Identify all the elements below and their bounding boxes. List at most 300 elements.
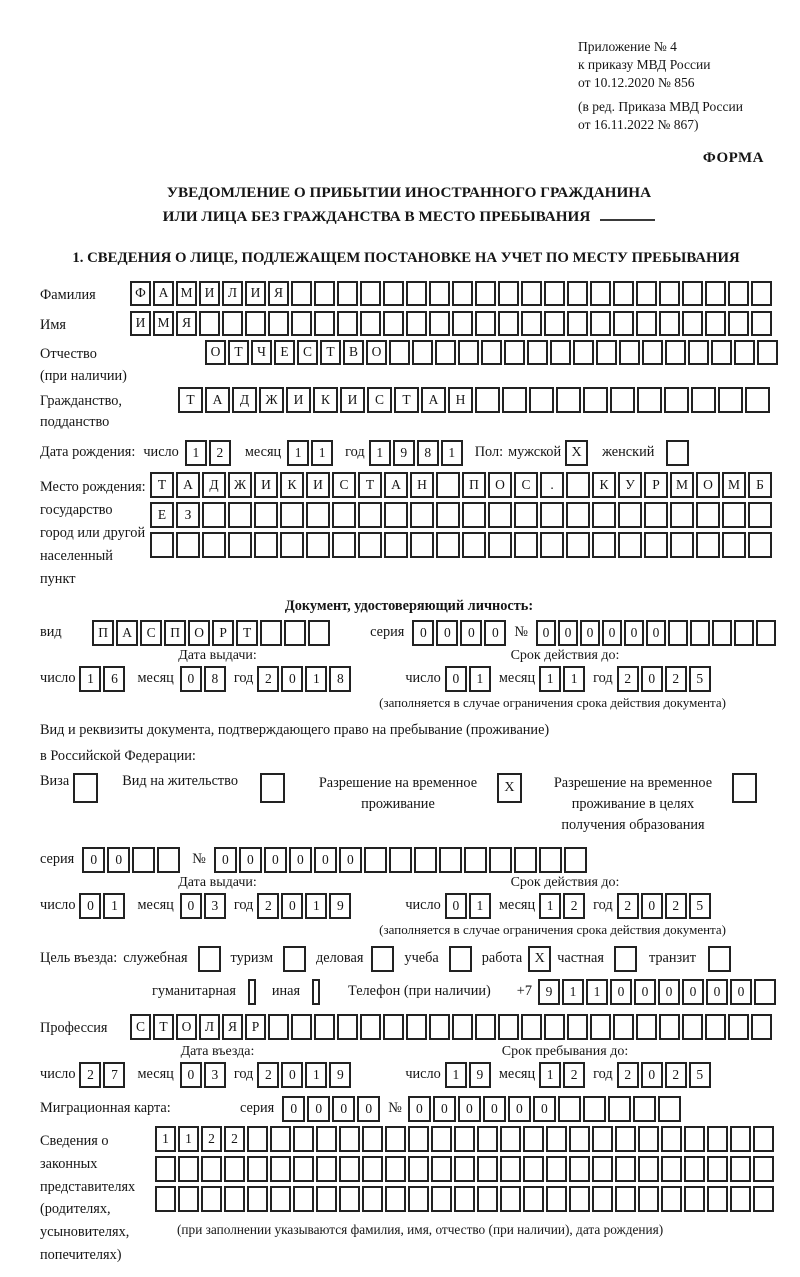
char-cell[interactable]: [199, 311, 220, 336]
char-cell[interactable]: 0: [602, 620, 622, 646]
char-cell[interactable]: [385, 1156, 406, 1182]
char-cell[interactable]: [684, 1126, 705, 1152]
char-cell[interactable]: 9: [538, 979, 560, 1005]
char-cell[interactable]: 2: [665, 666, 687, 692]
char-cell[interactable]: [728, 1014, 749, 1040]
char-cell[interactable]: [475, 387, 500, 413]
char-cell[interactable]: [389, 847, 412, 873]
char-cell[interactable]: [488, 502, 512, 528]
char-cell[interactable]: [362, 1126, 383, 1152]
char-cell[interactable]: [664, 387, 689, 413]
char-cell[interactable]: [452, 311, 473, 336]
char-cell[interactable]: 0: [641, 893, 663, 919]
char-cell[interactable]: 1: [441, 440, 463, 466]
char-cell[interactable]: [521, 281, 542, 306]
char-cell[interactable]: [688, 340, 709, 365]
char-cell[interactable]: 1: [79, 666, 101, 692]
char-cell[interactable]: [406, 1014, 427, 1040]
char-cell[interactable]: [410, 502, 434, 528]
char-cell[interactable]: 0: [281, 1062, 303, 1088]
char-cell[interactable]: [691, 387, 716, 413]
char-cell[interactable]: [291, 1014, 312, 1040]
char-cell[interactable]: [661, 1156, 682, 1182]
char-cell[interactable]: И: [340, 387, 365, 413]
char-cell[interactable]: С: [130, 1014, 151, 1040]
char-cell[interactable]: [711, 340, 732, 365]
char-cell[interactable]: [753, 1186, 774, 1212]
sex-male-checkbox[interactable]: X: [565, 440, 588, 466]
char-cell[interactable]: А: [116, 620, 138, 646]
char-cell[interactable]: [358, 532, 382, 558]
char-cell[interactable]: 0: [624, 620, 644, 646]
char-cell[interactable]: [316, 1156, 337, 1182]
char-cell[interactable]: 2: [209, 440, 231, 466]
char-cell[interactable]: [682, 1014, 703, 1040]
char-cell[interactable]: Н: [410, 472, 434, 498]
char-cell[interactable]: [573, 340, 594, 365]
char-cell[interactable]: 0: [658, 979, 680, 1005]
char-cell[interactable]: 0: [82, 847, 105, 873]
char-cell[interactable]: [475, 1014, 496, 1040]
char-cell[interactable]: [431, 1126, 452, 1152]
char-cell[interactable]: [638, 1126, 659, 1152]
char-cell[interactable]: 3: [204, 893, 226, 919]
char-cell[interactable]: [475, 281, 496, 306]
char-cell[interactable]: [644, 502, 668, 528]
purpose-official-checkbox[interactable]: [198, 946, 221, 972]
char-cell[interactable]: Ф: [130, 281, 151, 306]
char-cell[interactable]: А: [176, 472, 200, 498]
char-cell[interactable]: [308, 620, 330, 646]
char-cell[interactable]: [546, 1156, 567, 1182]
char-cell[interactable]: [332, 502, 356, 528]
char-cell[interactable]: 1: [155, 1126, 176, 1152]
char-cell[interactable]: [514, 532, 538, 558]
char-cell[interactable]: [734, 340, 755, 365]
char-cell[interactable]: 1: [539, 1062, 561, 1088]
char-cell[interactable]: 9: [393, 440, 415, 466]
char-cell[interactable]: [730, 1126, 751, 1152]
char-cell[interactable]: [435, 340, 456, 365]
char-cell[interactable]: [659, 281, 680, 306]
char-cell[interactable]: [431, 1156, 452, 1182]
char-cell[interactable]: 0: [508, 1096, 531, 1122]
char-cell[interactable]: Я: [268, 281, 289, 306]
char-cell[interactable]: [566, 502, 590, 528]
char-cell[interactable]: 0: [307, 1096, 330, 1122]
char-cell[interactable]: [707, 1126, 728, 1152]
char-cell[interactable]: [488, 532, 512, 558]
char-cell[interactable]: 0: [180, 1062, 202, 1088]
char-cell[interactable]: [155, 1156, 176, 1182]
char-cell[interactable]: [224, 1186, 245, 1212]
char-cell[interactable]: И: [245, 281, 266, 306]
char-cell[interactable]: [633, 1096, 656, 1122]
char-cell[interactable]: [260, 620, 282, 646]
char-cell[interactable]: [567, 1014, 588, 1040]
char-cell[interactable]: 0: [706, 979, 728, 1005]
char-cell[interactable]: [527, 340, 548, 365]
char-cell[interactable]: [544, 311, 565, 336]
char-cell[interactable]: [564, 847, 587, 873]
char-cell[interactable]: 5: [689, 666, 711, 692]
char-cell[interactable]: О: [205, 340, 226, 365]
char-cell[interactable]: Ч: [251, 340, 272, 365]
char-cell[interactable]: [705, 1014, 726, 1040]
char-cell[interactable]: 7: [103, 1062, 125, 1088]
char-cell[interactable]: [245, 311, 266, 336]
char-cell[interactable]: 8: [417, 440, 439, 466]
char-cell[interactable]: [670, 532, 694, 558]
char-cell[interactable]: [730, 1156, 751, 1182]
char-cell[interactable]: 2: [257, 666, 279, 692]
char-cell[interactable]: К: [592, 472, 616, 498]
char-cell[interactable]: [270, 1186, 291, 1212]
char-cell[interactable]: К: [280, 472, 304, 498]
char-cell[interactable]: [339, 1186, 360, 1212]
char-cell[interactable]: [452, 1014, 473, 1040]
char-cell[interactable]: 0: [646, 620, 666, 646]
char-cell[interactable]: [661, 1186, 682, 1212]
residence-permit-checkbox[interactable]: [260, 773, 285, 803]
char-cell[interactable]: К: [313, 387, 338, 413]
char-cell[interactable]: 1: [586, 979, 608, 1005]
char-cell[interactable]: [414, 847, 437, 873]
char-cell[interactable]: [314, 281, 335, 306]
char-cell[interactable]: 1: [178, 1126, 199, 1152]
char-cell[interactable]: [556, 387, 581, 413]
char-cell[interactable]: А: [153, 281, 174, 306]
char-cell[interactable]: [642, 340, 663, 365]
char-cell[interactable]: 2: [665, 1062, 687, 1088]
char-cell[interactable]: [636, 311, 657, 336]
char-cell[interactable]: 3: [204, 1062, 226, 1088]
char-cell[interactable]: [569, 1186, 590, 1212]
char-cell[interactable]: [567, 281, 588, 306]
char-cell[interactable]: [610, 387, 635, 413]
char-cell[interactable]: [521, 1014, 542, 1040]
char-cell[interactable]: И: [254, 472, 278, 498]
purpose-private-checkbox[interactable]: [614, 946, 637, 972]
char-cell[interactable]: [314, 311, 335, 336]
char-cell[interactable]: [337, 311, 358, 336]
char-cell[interactable]: 8: [204, 666, 226, 692]
char-cell[interactable]: [569, 1156, 590, 1182]
char-cell[interactable]: Т: [236, 620, 258, 646]
char-cell[interactable]: [291, 311, 312, 336]
char-cell[interactable]: Т: [153, 1014, 174, 1040]
char-cell[interactable]: 2: [201, 1126, 222, 1152]
char-cell[interactable]: [500, 1186, 521, 1212]
char-cell[interactable]: Т: [228, 340, 249, 365]
char-cell[interactable]: 0: [536, 620, 556, 646]
char-cell[interactable]: Я: [222, 1014, 243, 1040]
char-cell[interactable]: 1: [311, 440, 333, 466]
char-cell[interactable]: Д: [202, 472, 226, 498]
char-cell[interactable]: [477, 1156, 498, 1182]
char-cell[interactable]: [540, 532, 564, 558]
char-cell[interactable]: [429, 311, 450, 336]
char-cell[interactable]: [502, 387, 527, 413]
char-cell[interactable]: [362, 1186, 383, 1212]
char-cell[interactable]: 0: [484, 620, 506, 646]
char-cell[interactable]: [637, 387, 662, 413]
char-cell[interactable]: [498, 1014, 519, 1040]
char-cell[interactable]: [222, 311, 243, 336]
char-cell[interactable]: О: [366, 340, 387, 365]
char-cell[interactable]: [406, 281, 427, 306]
char-cell[interactable]: [644, 532, 668, 558]
char-cell[interactable]: 0: [180, 666, 202, 692]
char-cell[interactable]: [751, 311, 772, 336]
char-cell[interactable]: [201, 1186, 222, 1212]
char-cell[interactable]: 0: [445, 893, 467, 919]
char-cell[interactable]: [360, 311, 381, 336]
char-cell[interactable]: [712, 620, 732, 646]
char-cell[interactable]: 9: [329, 893, 351, 919]
char-cell[interactable]: 0: [357, 1096, 380, 1122]
char-cell[interactable]: [202, 502, 226, 528]
char-cell[interactable]: 0: [460, 620, 482, 646]
char-cell[interactable]: 2: [617, 893, 639, 919]
char-cell[interactable]: [132, 847, 155, 873]
char-cell[interactable]: [270, 1126, 291, 1152]
char-cell[interactable]: [254, 502, 278, 528]
char-cell[interactable]: Т: [358, 472, 382, 498]
purpose-business-checkbox[interactable]: [371, 946, 394, 972]
char-cell[interactable]: П: [92, 620, 114, 646]
char-cell[interactable]: [293, 1186, 314, 1212]
char-cell[interactable]: [364, 847, 387, 873]
char-cell[interactable]: [498, 281, 519, 306]
char-cell[interactable]: [613, 1014, 634, 1040]
char-cell[interactable]: [504, 340, 525, 365]
visa-checkbox[interactable]: [73, 773, 98, 803]
char-cell[interactable]: 0: [483, 1096, 506, 1122]
char-cell[interactable]: [638, 1156, 659, 1182]
char-cell[interactable]: [523, 1156, 544, 1182]
char-cell[interactable]: О: [696, 472, 720, 498]
char-cell[interactable]: И: [286, 387, 311, 413]
char-cell[interactable]: Ж: [259, 387, 284, 413]
char-cell[interactable]: [659, 311, 680, 336]
char-cell[interactable]: [332, 532, 356, 558]
purpose-study-checkbox[interactable]: [449, 946, 472, 972]
char-cell[interactable]: [696, 502, 720, 528]
char-cell[interactable]: 1: [469, 893, 491, 919]
char-cell[interactable]: [176, 532, 200, 558]
char-cell[interactable]: 0: [314, 847, 337, 873]
char-cell[interactable]: [337, 1014, 358, 1040]
char-cell[interactable]: 6: [103, 666, 125, 692]
char-cell[interactable]: С: [514, 472, 538, 498]
char-cell[interactable]: [383, 1014, 404, 1040]
char-cell[interactable]: [228, 532, 252, 558]
char-cell[interactable]: 9: [469, 1062, 491, 1088]
char-cell[interactable]: О: [188, 620, 210, 646]
char-cell[interactable]: [707, 1186, 728, 1212]
char-cell[interactable]: [408, 1126, 429, 1152]
char-cell[interactable]: [500, 1156, 521, 1182]
char-cell[interactable]: М: [153, 311, 174, 336]
char-cell[interactable]: 0: [558, 620, 578, 646]
char-cell[interactable]: 1: [305, 666, 327, 692]
char-cell[interactable]: [753, 1156, 774, 1182]
char-cell[interactable]: 0: [641, 666, 663, 692]
char-cell[interactable]: 2: [79, 1062, 101, 1088]
char-cell[interactable]: [385, 1186, 406, 1212]
char-cell[interactable]: [360, 281, 381, 306]
char-cell[interactable]: Л: [222, 281, 243, 306]
char-cell[interactable]: [661, 1126, 682, 1152]
char-cell[interactable]: 0: [436, 620, 458, 646]
char-cell[interactable]: [566, 472, 590, 498]
char-cell[interactable]: [157, 847, 180, 873]
char-cell[interactable]: [615, 1186, 636, 1212]
char-cell[interactable]: [270, 1156, 291, 1182]
char-cell[interactable]: А: [421, 387, 446, 413]
char-cell[interactable]: [314, 1014, 335, 1040]
char-cell[interactable]: [728, 281, 749, 306]
char-cell[interactable]: [665, 340, 686, 365]
purpose-other-checkbox[interactable]: [312, 979, 320, 1005]
char-cell[interactable]: И: [306, 472, 330, 498]
char-cell[interactable]: [383, 281, 404, 306]
char-cell[interactable]: [569, 1126, 590, 1152]
char-cell[interactable]: [178, 1156, 199, 1182]
char-cell[interactable]: [529, 387, 554, 413]
char-cell[interactable]: 0: [445, 666, 467, 692]
char-cell[interactable]: Т: [150, 472, 174, 498]
char-cell[interactable]: 0: [610, 979, 632, 1005]
char-cell[interactable]: 0: [214, 847, 237, 873]
char-cell[interactable]: [436, 502, 460, 528]
char-cell[interactable]: [268, 1014, 289, 1040]
char-cell[interactable]: 0: [458, 1096, 481, 1122]
char-cell[interactable]: 1: [305, 893, 327, 919]
char-cell[interactable]: С: [140, 620, 162, 646]
char-cell[interactable]: 0: [180, 893, 202, 919]
char-cell[interactable]: 1: [469, 666, 491, 692]
char-cell[interactable]: [247, 1156, 268, 1182]
char-cell[interactable]: О: [176, 1014, 197, 1040]
char-cell[interactable]: [546, 1126, 567, 1152]
char-cell[interactable]: [498, 311, 519, 336]
char-cell[interactable]: [753, 1126, 774, 1152]
purpose-tourism-checkbox[interactable]: [283, 946, 306, 972]
char-cell[interactable]: [592, 1156, 613, 1182]
char-cell[interactable]: [636, 1014, 657, 1040]
char-cell[interactable]: Т: [320, 340, 341, 365]
char-cell[interactable]: 1: [563, 666, 585, 692]
char-cell[interactable]: [358, 502, 382, 528]
char-cell[interactable]: [429, 1014, 450, 1040]
char-cell[interactable]: [618, 532, 642, 558]
char-cell[interactable]: [659, 1014, 680, 1040]
char-cell[interactable]: 5: [689, 893, 711, 919]
char-cell[interactable]: [306, 502, 330, 528]
char-cell[interactable]: [284, 620, 306, 646]
purpose-work-checkbox[interactable]: X: [528, 946, 551, 972]
char-cell[interactable]: [489, 847, 512, 873]
char-cell[interactable]: С: [297, 340, 318, 365]
char-cell[interactable]: [429, 281, 450, 306]
char-cell[interactable]: [722, 502, 746, 528]
char-cell[interactable]: [337, 281, 358, 306]
char-cell[interactable]: [539, 847, 562, 873]
char-cell[interactable]: [500, 1126, 521, 1152]
char-cell[interactable]: З: [176, 502, 200, 528]
char-cell[interactable]: А: [205, 387, 230, 413]
char-cell[interactable]: 0: [408, 1096, 431, 1122]
char-cell[interactable]: [583, 387, 608, 413]
char-cell[interactable]: [452, 281, 473, 306]
char-cell[interactable]: [658, 1096, 681, 1122]
char-cell[interactable]: 2: [563, 1062, 585, 1088]
char-cell[interactable]: [410, 532, 434, 558]
char-cell[interactable]: 0: [433, 1096, 456, 1122]
char-cell[interactable]: [481, 340, 502, 365]
char-cell[interactable]: [458, 340, 479, 365]
char-cell[interactable]: Я: [176, 311, 197, 336]
char-cell[interactable]: [608, 1096, 631, 1122]
char-cell[interactable]: [757, 340, 778, 365]
temp-residence-checkbox[interactable]: X: [497, 773, 522, 803]
char-cell[interactable]: [293, 1156, 314, 1182]
char-cell[interactable]: [464, 847, 487, 873]
char-cell[interactable]: 1: [562, 979, 584, 1005]
char-cell[interactable]: [684, 1186, 705, 1212]
char-cell[interactable]: 2: [665, 893, 687, 919]
char-cell[interactable]: [293, 1126, 314, 1152]
char-cell[interactable]: [613, 281, 634, 306]
char-cell[interactable]: [521, 311, 542, 336]
char-cell[interactable]: [360, 1014, 381, 1040]
char-cell[interactable]: [477, 1126, 498, 1152]
char-cell[interactable]: [546, 1186, 567, 1212]
char-cell[interactable]: [567, 311, 588, 336]
char-cell[interactable]: [592, 502, 616, 528]
char-cell[interactable]: [439, 847, 462, 873]
char-cell[interactable]: [745, 387, 770, 413]
char-cell[interactable]: С: [332, 472, 356, 498]
char-cell[interactable]: [384, 532, 408, 558]
char-cell[interactable]: 0: [682, 979, 704, 1005]
char-cell[interactable]: [150, 532, 174, 558]
char-cell[interactable]: 2: [617, 666, 639, 692]
char-cell[interactable]: 1: [103, 893, 125, 919]
char-cell[interactable]: [615, 1156, 636, 1182]
char-cell[interactable]: [291, 281, 312, 306]
char-cell[interactable]: [730, 1186, 751, 1212]
char-cell[interactable]: С: [367, 387, 392, 413]
char-cell[interactable]: [707, 1156, 728, 1182]
char-cell[interactable]: [751, 1014, 772, 1040]
char-cell[interactable]: П: [164, 620, 186, 646]
char-cell[interactable]: 1: [305, 1062, 327, 1088]
char-cell[interactable]: Л: [199, 1014, 220, 1040]
char-cell[interactable]: [514, 847, 537, 873]
char-cell[interactable]: Б: [748, 472, 772, 498]
char-cell[interactable]: 0: [281, 666, 303, 692]
char-cell[interactable]: [454, 1186, 475, 1212]
char-cell[interactable]: [722, 532, 746, 558]
char-cell[interactable]: 0: [79, 893, 101, 919]
char-cell[interactable]: А: [384, 472, 408, 498]
char-cell[interactable]: 2: [563, 893, 585, 919]
char-cell[interactable]: 0: [281, 893, 303, 919]
char-cell[interactable]: [436, 472, 460, 498]
